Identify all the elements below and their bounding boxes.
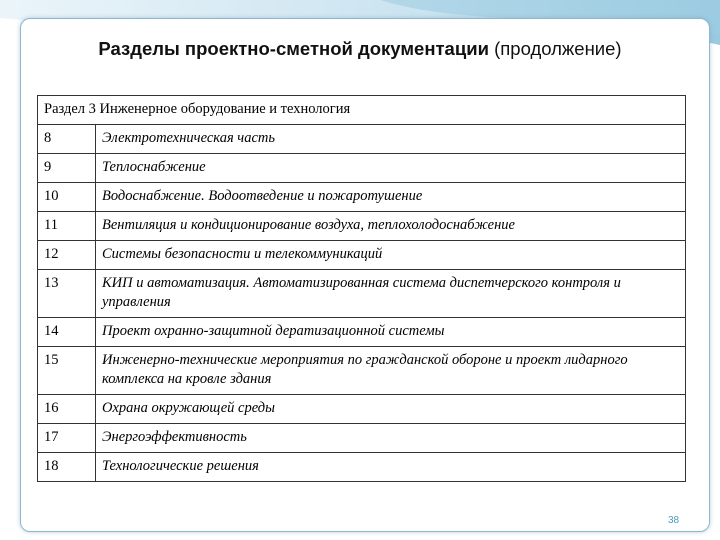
table-row [38, 212, 686, 241]
row-number: 14 [38, 318, 96, 347]
table-row [38, 154, 686, 183]
row-number: 17 [38, 424, 96, 453]
row-title: Технологические решения [96, 453, 686, 482]
row-title: КИП и автоматизация. Автоматизированная система диспетчерского контроля и управления [96, 270, 686, 318]
table-row [38, 453, 686, 482]
title-normal: (продолжение) [488, 38, 622, 59]
row-title: Охрана окружающей среды [96, 395, 686, 424]
table-row [38, 270, 686, 318]
row-number: 12 [38, 241, 96, 270]
table-row [38, 424, 686, 453]
row-number: 13 [38, 270, 96, 318]
row-title: Вентиляция и кондиционирование воздуха, теплохолодоснабжение [96, 212, 686, 241]
row-title: Электротехническая часть [96, 125, 686, 154]
row-number: 15 [38, 347, 96, 395]
row-title: Проект охранно-защитной дератизационной системы [96, 318, 686, 347]
row-number: 9 [38, 154, 96, 183]
row-number: 10 [38, 183, 96, 212]
row-number: 16 [38, 395, 96, 424]
slide-title [0, 38, 720, 60]
sections-table [37, 95, 686, 482]
row-number: 18 [38, 453, 96, 482]
table-row [38, 318, 686, 347]
table-header: Раздел 3 Инженерное оборудование и технология [38, 96, 686, 125]
table-row [38, 347, 686, 395]
page-number: 38 [668, 515, 680, 526]
table-header-row [38, 96, 686, 125]
row-title: Системы безопасности и телекоммуникаций [96, 241, 686, 270]
row-number: 8 [38, 125, 96, 154]
row-number: 11 [38, 212, 96, 241]
title-bold: Разделы проектно-сметной документации [98, 38, 489, 59]
row-title: Водоснабжение. Водоотведение и пожаротушение [96, 183, 686, 212]
table-row [38, 183, 686, 212]
row-title: Энергоэффективность [96, 424, 686, 453]
row-title: Инженерно-технические мероприятия по гражданской обороне и проект лидарного комплекса на кровле здания [96, 347, 686, 395]
row-title: Теплоснабжение [96, 154, 686, 183]
table-row [38, 241, 686, 270]
table-row [38, 125, 686, 154]
table-row [38, 395, 686, 424]
